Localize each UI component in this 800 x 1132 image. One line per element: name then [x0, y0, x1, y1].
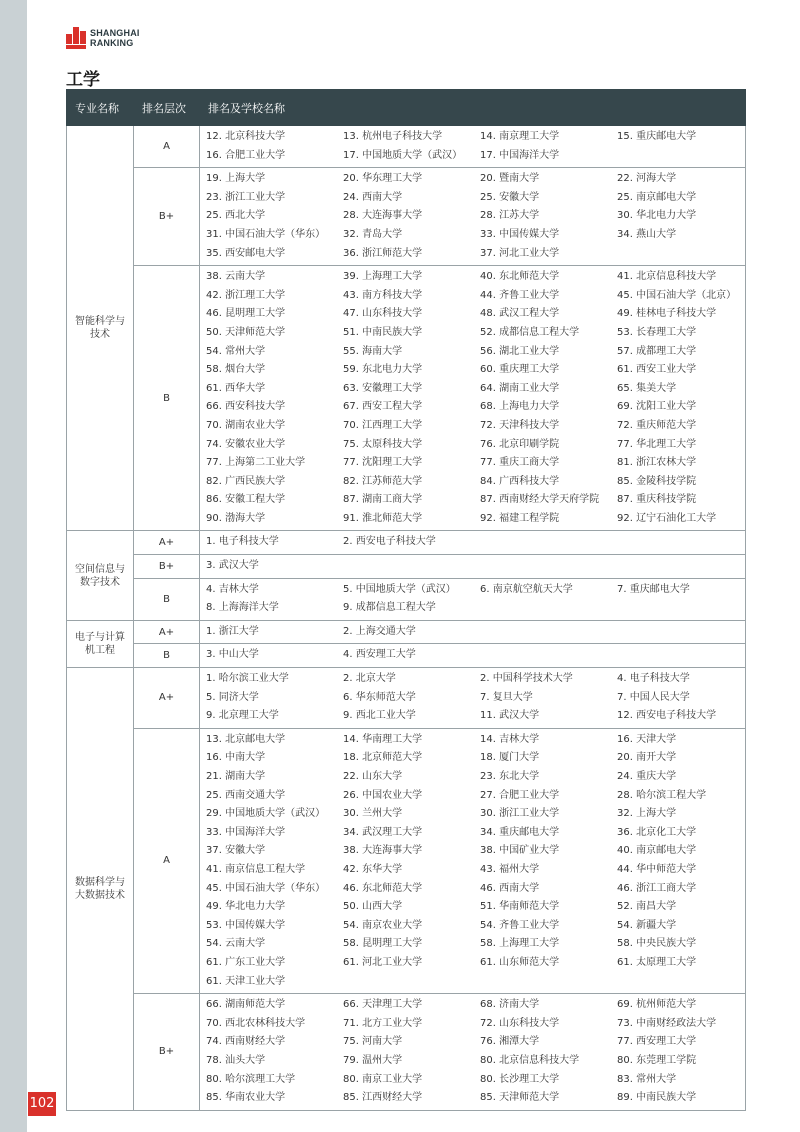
- school-entry: 40. 南京邮电大学: [617, 845, 697, 857]
- school-entry: 54. 新疆大学: [617, 919, 677, 931]
- school-entry: 46. 西南大学: [480, 882, 540, 894]
- table-row: [67, 555, 746, 579]
- school-entry: 55. 海南大学: [343, 345, 403, 357]
- school-entry: 41. 南京信息工程大学: [206, 863, 306, 875]
- school-entry: 61. 太原理工大学: [617, 956, 697, 968]
- school-entry: 64. 湖南工业大学: [480, 382, 560, 394]
- table-row: [67, 168, 746, 266]
- school-entry: 75. 太原科技大学: [343, 438, 423, 450]
- school-entry: 72. 重庆师范大学: [617, 419, 697, 431]
- table-row: [67, 668, 746, 729]
- school-entry: 81. 浙江农林大学: [617, 457, 697, 469]
- header-major: 专业名称: [67, 90, 134, 126]
- school-entry: 7. 重庆邮电大学: [617, 583, 690, 595]
- table-row: [67, 126, 746, 168]
- school-entry: 68. 上海电力大学: [480, 401, 560, 413]
- school-entry: 44. 华中师范大学: [617, 863, 697, 875]
- school-entry: 15. 重庆邮电大学: [617, 131, 697, 142]
- school-entry: 2. 北京大学: [343, 673, 396, 685]
- school-entry: 77. 华北理工大学: [617, 438, 697, 450]
- school-entry: 4. 电子科技大学: [617, 673, 690, 685]
- table-row: [67, 644, 746, 668]
- school-entry: 77. 上海第二工业大学: [206, 457, 306, 469]
- school-entry: 46. 浙江工商大学: [617, 882, 697, 894]
- school-entry: 20. 南开大学: [617, 752, 677, 764]
- school-entry: 26. 中国农业大学: [343, 789, 423, 801]
- school-entry: 17. 中国地质大学（武汉）: [343, 149, 463, 161]
- major-name: 电子与计算机工程: [67, 620, 134, 667]
- school-entry: 66. 湖南师范大学: [206, 999, 286, 1011]
- school-entry: 19. 上海大学: [206, 173, 266, 185]
- school-grid: [206, 996, 745, 1108]
- school-entry: 74. 西南财经大学: [206, 1036, 286, 1048]
- school-entry: 78. 汕头大学: [206, 1054, 266, 1066]
- school-entry: 90. 渤海大学: [206, 512, 266, 524]
- tier-schools: [200, 668, 746, 729]
- ranking-table: [66, 89, 746, 1111]
- school-entry: 75. 河南大学: [343, 1036, 403, 1048]
- school-entry: 1. 浙江大学: [206, 625, 259, 637]
- school-entry: 7. 中国人民大学: [617, 691, 690, 703]
- school-entry: 85. 江西财经大学: [343, 1092, 423, 1104]
- side-bar: [0, 0, 27, 1132]
- table-row: [67, 620, 746, 644]
- school-entry: 36. 浙江师范大学: [343, 247, 423, 259]
- school-entry: 27. 合肥工业大学: [480, 789, 560, 801]
- school-grid: [206, 581, 745, 618]
- school-entry: 80. 东莞理工学院: [617, 1054, 697, 1066]
- tier-level: A+: [134, 531, 200, 555]
- school-entry: 76. 湘潭大学: [480, 1036, 540, 1048]
- school-entry: 86. 安徽工程大学: [206, 494, 286, 506]
- school-entry: 66. 西安科技大学: [206, 401, 286, 413]
- school-entry: 66. 天津理工大学: [343, 999, 423, 1011]
- school-entry: 32. 上海大学: [617, 808, 677, 820]
- tier-schools: [200, 168, 746, 266]
- school-entry: 70. 湖南农业大学: [206, 419, 286, 431]
- ranking-table-body: [67, 126, 746, 1111]
- school-entry: 61. 天津工业大学: [206, 975, 286, 987]
- tier-schools: [200, 578, 746, 620]
- tier-schools: [200, 728, 746, 993]
- school-entry: 34. 重庆邮电大学: [480, 826, 560, 838]
- school-entry: 61. 河北工业大学: [343, 956, 423, 968]
- school-entry: 58. 上海理工大学: [480, 938, 560, 950]
- school-entry: 46. 东北师范大学: [343, 882, 423, 894]
- logo-line2: RANKING: [90, 38, 134, 48]
- major-name: 数据科学与大数据技术: [67, 668, 134, 1111]
- school-entry: 85. 天津师范大学: [480, 1092, 560, 1104]
- table-row: [67, 728, 746, 993]
- school-entry: 39. 上海理工大学: [343, 271, 423, 283]
- school-entry: 5. 中国地质大学（武汉）: [343, 583, 456, 595]
- school-entry: 33. 中国海洋大学: [206, 826, 286, 838]
- logo-bars-icon: [66, 27, 86, 49]
- school-entry: 61. 广东工业大学: [206, 956, 286, 968]
- tier-level: B+: [134, 555, 200, 579]
- major-name: 空间信息与数字技术: [67, 531, 134, 620]
- tier-schools: [200, 620, 746, 644]
- school-entry: 20. 华东理工大学: [343, 173, 423, 185]
- school-entry: 47. 山东科技大学: [343, 308, 423, 320]
- school-entry: 4. 吉林大学: [206, 583, 259, 595]
- school-entry: 60. 重庆理工大学: [480, 364, 560, 376]
- school-entry: 51. 中南民族大学: [343, 326, 423, 338]
- school-entry: 61. 山东师范大学: [480, 956, 560, 968]
- school-entry: 23. 浙江工业大学: [206, 191, 286, 203]
- school-entry: 68. 济南大学: [480, 999, 540, 1011]
- school-entry: 56. 湖北工业大学: [480, 345, 560, 357]
- school-entry: 80. 北京信息科技大学: [480, 1054, 580, 1066]
- school-entry: 63. 安徽理工大学: [343, 382, 423, 394]
- school-grid: [206, 533, 745, 552]
- school-entry: 44. 齐鲁工业大学: [480, 289, 560, 301]
- school-entry: 23. 东北大学: [480, 771, 540, 782]
- school-entry: 52. 南昌大学: [617, 901, 677, 913]
- school-entry: 72. 天津科技大学: [480, 419, 560, 431]
- school-entry: 77. 重庆工商大学: [480, 457, 560, 469]
- school-entry: 46. 昆明理工大学: [206, 308, 286, 320]
- school-entry: 20. 暨南大学: [480, 173, 540, 185]
- tier-level: A: [134, 126, 200, 168]
- school-entry: 41. 北京信息科技大学: [617, 271, 717, 283]
- school-entry: 57. 成都理工大学: [617, 345, 697, 357]
- school-entry: 4. 西安理工大学: [343, 649, 416, 661]
- shanghai-ranking-logo: [66, 27, 140, 49]
- school-entry: 7. 复旦大学: [480, 691, 533, 703]
- school-entry: 11. 武汉大学: [480, 710, 540, 722]
- school-entry: 70. 江西理工大学: [343, 419, 423, 431]
- school-entry: 52. 成都信息工程大学: [480, 326, 580, 338]
- school-entry: 32. 青岛大学: [343, 228, 403, 240]
- table-row: [67, 531, 746, 555]
- school-entry: 45. 中国石油大学（北京）: [617, 289, 737, 301]
- school-entry: 87. 湖南工商大学: [343, 494, 423, 506]
- school-grid: [206, 557, 745, 576]
- school-entry: 59. 东北电力大学: [343, 364, 423, 376]
- school-entry: 37. 安徽大学: [206, 845, 266, 857]
- school-grid: [206, 128, 745, 165]
- school-entry: 54. 常州大学: [206, 345, 266, 357]
- school-entry: 49. 桂林电子科技大学: [617, 308, 717, 320]
- school-entry: 77. 沈阳理工大学: [343, 457, 423, 469]
- school-entry: 40. 东北师范大学: [480, 271, 560, 283]
- tier-schools: [200, 531, 746, 555]
- school-entry: 28. 大连海事大学: [343, 210, 423, 222]
- school-entry: 6. 华东师范大学: [343, 691, 416, 703]
- tier-schools: [200, 266, 746, 531]
- school-entry: 45. 中国石油大学（华东）: [206, 882, 326, 894]
- school-entry: 1. 哈尔滨工业大学: [206, 673, 289, 685]
- school-entry: 2. 上海交通大学: [343, 625, 416, 637]
- school-entry: 8. 上海海洋大学: [206, 602, 279, 614]
- tier-schools: [200, 126, 746, 168]
- school-entry: 37. 河北工业大学: [480, 247, 560, 259]
- school-entry: 58. 昆明理工大学: [343, 938, 423, 950]
- school-entry: 28. 哈尔滨工程大学: [617, 789, 707, 801]
- school-entry: 1. 电子科技大学: [206, 536, 279, 548]
- school-entry: 9. 西北工业大学: [343, 710, 416, 722]
- school-entry: 89. 中南民族大学: [617, 1092, 697, 1104]
- school-entry: 80. 哈尔滨理工大学: [206, 1073, 296, 1085]
- school-entry: 85. 金陵科技学院: [617, 475, 697, 487]
- school-entry: 72. 山东科技大学: [480, 1017, 560, 1029]
- school-entry: 38. 云南大学: [206, 271, 266, 283]
- school-entry: 61. 西安工业大学: [617, 364, 697, 376]
- table-row: [67, 994, 746, 1111]
- school-entry: 36. 北京化工大学: [617, 826, 697, 838]
- school-entry: 80. 南京工业大学: [343, 1073, 423, 1085]
- school-entry: 71. 北方工业大学: [343, 1017, 423, 1029]
- school-entry: 25. 南京邮电大学: [617, 191, 697, 203]
- school-entry: 92. 福建工程学院: [480, 512, 560, 524]
- school-entry: 35. 西安邮电大学: [206, 247, 286, 259]
- school-entry: 84. 广西科技大学: [480, 475, 560, 487]
- school-grid: [206, 646, 745, 665]
- school-entry: 92. 辽宁石油化工大学: [617, 512, 717, 524]
- tier-level: B+: [134, 994, 200, 1111]
- school-entry: 16. 天津大学: [617, 733, 677, 745]
- school-entry: 50. 天津师范大学: [206, 326, 286, 338]
- school-entry: 21. 湖南大学: [206, 771, 266, 782]
- school-grid: [206, 623, 745, 642]
- school-entry: 24. 重庆大学: [617, 771, 677, 782]
- school-entry: 42. 浙江理工大学: [206, 289, 286, 301]
- school-entry: 9. 成都信息工程大学: [343, 602, 436, 614]
- school-entry: 29. 中国地质大学（武汉）: [206, 808, 326, 820]
- school-entry: 22. 山东大学: [343, 771, 403, 782]
- school-entry: 22. 河海大学: [617, 173, 677, 185]
- school-entry: 54. 云南大学: [206, 938, 266, 950]
- school-entry: 83. 常州大学: [617, 1073, 677, 1085]
- school-entry: 38. 大连海事大学: [343, 845, 423, 857]
- logo-text: [90, 28, 140, 48]
- school-grid: [206, 731, 745, 991]
- school-entry: 54. 齐鲁工业大学: [480, 919, 560, 931]
- tier-level: B: [134, 644, 200, 668]
- school-entry: 61. 西华大学: [206, 382, 266, 394]
- table-row: [67, 578, 746, 620]
- school-entry: 87. 西南财经大学天府学院: [480, 494, 600, 506]
- school-entry: 48. 武汉工程大学: [480, 308, 560, 320]
- school-entry: 77. 西安理工大学: [617, 1036, 697, 1048]
- tier-level: B+: [134, 168, 200, 266]
- school-entry: 70. 西北农林科技大学: [206, 1017, 306, 1029]
- school-entry: 43. 南方科技大学: [343, 289, 423, 301]
- page-number: 102: [28, 1092, 56, 1116]
- school-entry: 82. 江苏师范大学: [343, 475, 423, 487]
- school-entry: 33. 中国传媒大学: [480, 228, 560, 240]
- school-entry: 6. 南京航空航天大学: [480, 583, 573, 595]
- school-entry: 28. 江苏大学: [480, 210, 540, 222]
- school-entry: 25. 西北大学: [206, 210, 266, 222]
- school-grid: [206, 670, 745, 726]
- school-entry: 80. 长沙理工大学: [480, 1073, 560, 1085]
- school-entry: 85. 华南农业大学: [206, 1092, 286, 1104]
- school-entry: 30. 兰州大学: [343, 808, 403, 820]
- school-entry: 3. 武汉大学: [206, 560, 259, 572]
- table-header-row: [67, 90, 746, 126]
- school-entry: 38. 中国矿业大学: [480, 845, 560, 857]
- school-entry: 14. 南京理工大学: [480, 131, 560, 142]
- school-entry: 53. 中国传媒大学: [206, 919, 286, 931]
- school-entry: 53. 长春理工大学: [617, 326, 697, 338]
- school-entry: 73. 中南财经政法大学: [617, 1017, 717, 1029]
- school-entry: 25. 西南交通大学: [206, 789, 286, 801]
- tier-schools: [200, 994, 746, 1111]
- school-entry: 51. 华南师范大学: [480, 901, 560, 913]
- school-entry: 54. 南京农业大学: [343, 919, 423, 931]
- school-entry: 76. 北京印刷学院: [480, 438, 560, 450]
- school-entry: 31. 中国石油大学（华东）: [206, 228, 326, 240]
- tier-schools: [200, 644, 746, 668]
- school-entry: 67. 西安工程大学: [343, 401, 423, 413]
- school-entry: 58. 中央民族大学: [617, 938, 697, 950]
- school-entry: 13. 杭州电子科技大学: [343, 131, 443, 142]
- school-entry: 12. 北京科技大学: [206, 131, 286, 142]
- table-row: [67, 266, 746, 531]
- school-entry: 79. 温州大学: [343, 1054, 403, 1066]
- header-schools: 排名及学校名称: [200, 90, 746, 126]
- school-entry: 42. 东华大学: [343, 863, 403, 875]
- school-entry: 2. 西安电子科技大学: [343, 536, 436, 548]
- school-entry: 30. 华北电力大学: [617, 210, 697, 222]
- school-entry: 82. 广西民族大学: [206, 475, 286, 487]
- tier-level: A+: [134, 668, 200, 729]
- major-name: 智能科学与技术: [67, 126, 134, 531]
- header-level: 排名层次: [134, 90, 200, 126]
- school-entry: 50. 山西大学: [343, 901, 403, 913]
- school-entry: 3. 中山大学: [206, 649, 259, 661]
- school-entry: 13. 北京邮电大学: [206, 733, 286, 745]
- school-entry: 14. 华南理工大学: [343, 733, 423, 745]
- school-entry: 58. 烟台大学: [206, 364, 266, 376]
- school-grid: [206, 170, 745, 263]
- school-entry: 69. 杭州师范大学: [617, 999, 697, 1011]
- school-entry: 12. 西安电子科技大学: [617, 710, 717, 722]
- tier-level: A: [134, 728, 200, 993]
- school-grid: [206, 268, 745, 528]
- school-entry: 34. 武汉理工大学: [343, 826, 423, 838]
- school-entry: 30. 浙江工业大学: [480, 808, 560, 820]
- school-entry: 74. 安徽农业大学: [206, 438, 286, 450]
- school-entry: 17. 中国海洋大学: [480, 149, 560, 161]
- school-entry: 24. 西南大学: [343, 191, 403, 203]
- school-entry: 2. 中国科学技术大学: [480, 673, 573, 685]
- school-entry: 18. 北京师范大学: [343, 752, 423, 764]
- school-entry: 69. 沈阳工业大学: [617, 401, 697, 413]
- school-entry: 91. 淮北师范大学: [343, 512, 423, 524]
- tier-schools: [200, 555, 746, 579]
- school-entry: 5. 同济大学: [206, 691, 259, 703]
- school-entry: 34. 燕山大学: [617, 228, 677, 240]
- school-entry: 65. 集美大学: [617, 382, 677, 394]
- school-entry: 14. 吉林大学: [480, 733, 540, 745]
- school-entry: 16. 中南大学: [206, 752, 266, 764]
- school-entry: 16. 合肥工业大学: [206, 149, 286, 161]
- school-entry: 87. 重庆科技学院: [617, 494, 697, 506]
- school-entry: 9. 北京理工大学: [206, 710, 279, 722]
- school-entry: 25. 安徽大学: [480, 191, 540, 203]
- logo-line1: SHANGHAI: [90, 28, 140, 38]
- school-entry: 18. 厦门大学: [480, 752, 540, 764]
- school-entry: 49. 华北电力大学: [206, 901, 286, 913]
- tier-level: B: [134, 578, 200, 620]
- tier-level: A+: [134, 620, 200, 644]
- school-entry: 43. 福州大学: [480, 863, 540, 875]
- tier-level: B: [134, 266, 200, 531]
- section-title: 工学: [66, 70, 100, 90]
